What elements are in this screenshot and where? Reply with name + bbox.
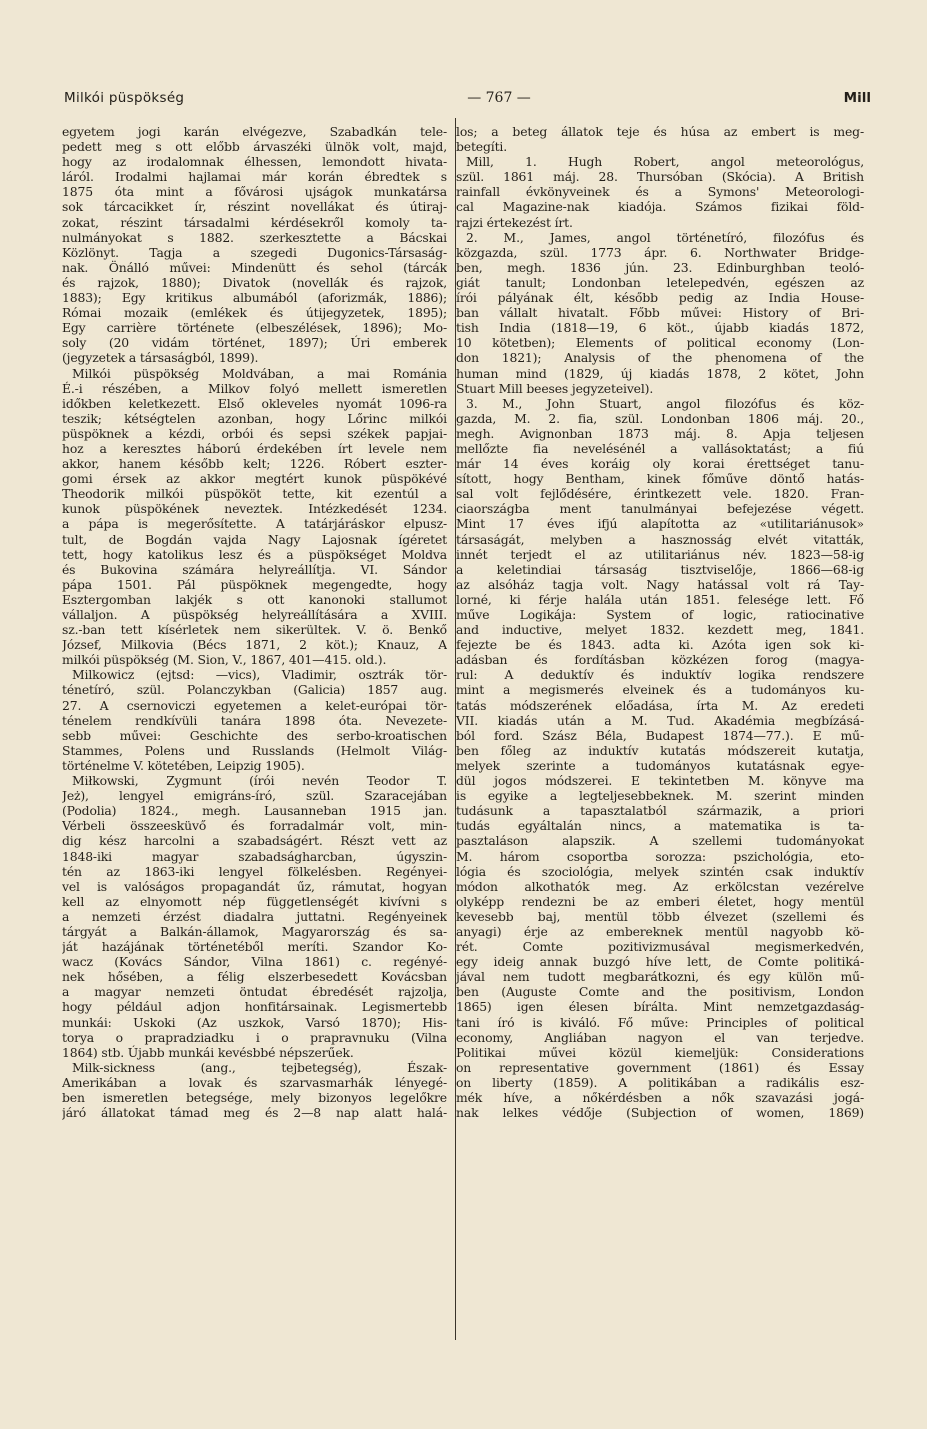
text-line: Milkói püspökség Moldvában, a mai Románia [72, 365, 447, 381]
text-line: közgazda, szül. 1773 ápr. 6. Northwater Bridge- [456, 244, 864, 260]
text-line: dül jogos módszerei. E tekintetben M. könyve ma [456, 773, 864, 789]
text-line: tatás módszerének előadása, írta M. Az eredeti [456, 697, 864, 713]
text-line: sal volt fejlődésére, érintkezett vele. 1820. Fran- [456, 486, 864, 502]
text-line: rajzi értekezést írt. [456, 214, 573, 230]
text-line: tult, de Bogdán vajda Nagy Lajosnak ígéretet [62, 531, 447, 547]
text-line: soly (20 vidám történet, 1897); Úri emberek [62, 335, 447, 351]
text-line: milkói püspökség (M. Sion, V., 1867, 401—415. old.). [62, 652, 387, 668]
text-line: and inductive, melyet 1832. kezdett meg, 1841. [456, 622, 864, 638]
text-line: ját hazájának történetéből meríti. Szandor Ko- [62, 939, 447, 955]
text-line: szül. 1861 máj. 28. Thursóban (Skócia). A British [456, 169, 864, 185]
text-line: történelme V. kötetében, Leipzig 1905). [62, 757, 305, 773]
text-line: és rajzok, 1880); Divatok (novellák és rajzok, [62, 274, 447, 290]
text-line: (Podolia) 1824., megh. Lausanneban 1915 jan. [62, 803, 447, 819]
text-line: pedett meg s ott előbb árvaszéki ülnök volt, majd, [62, 139, 447, 155]
text-line: a pápa is megerősítette. A tatárjáráskor elpusz- [62, 516, 447, 532]
text-line: ben (Auguste Comte and the positivism, London [456, 984, 864, 1000]
text-line: tárgyát a Balkán-államok, Magyarország és sa- [62, 923, 447, 939]
text-line: innét terjedt el az utilitariánus név. 1823—58-ig [456, 546, 864, 562]
text-line: társaságát, melyben a hasznosság elvét vitatták, [456, 531, 864, 547]
text-line: melyek szerinte a tudományos kutatásnak egye- [456, 757, 864, 773]
text-line: 2. M., James, angol történetíró, filozófus és [466, 229, 864, 245]
text-line: jával nem tudott megbarátkozni, és egy külön mű- [456, 969, 864, 985]
text-line: láról. Irodalmi hajlamai már korán ébredtek s [62, 169, 447, 185]
text-line: tish India (1818—19, 6 köt., újabb kiadás 1872, [456, 320, 864, 336]
text-line: ben, megh. 1836 jún. 23. Edinburghban teoló- [456, 259, 864, 275]
text-line: sz.-ban tett kísérletek nem sikerültek. V. ö. Benkő [62, 622, 447, 638]
text-line: 1864) stb. Újabb munkái kevésbbé népszerűek. [62, 1044, 354, 1060]
text-line: kunok püspökének neveztek. Intézkedését 1234. [62, 501, 447, 517]
text-line: Római mozaik (emlékek és útijegyzetek, 1895); [62, 305, 447, 321]
text-line: Stammes, Polens und Russlands (Helmolt Világ- [62, 742, 447, 758]
text-line: tani író is kiváló. Fő műve: Principles of political [456, 1014, 864, 1030]
text-line: mellőzte fia nevelésénél a vallásoktatást; a fiú [456, 440, 864, 456]
text-line: József, Milkovia (Bécs 1871, 2 köt.); Knauz, A [62, 637, 447, 653]
text-line: gazda, M. 2. fia, szül. Londonban 1806 máj. 20., [456, 410, 864, 426]
text-line: pasztaláson alapszik. A szellemi tudományokat [456, 833, 864, 849]
text-line: on liberty (1859). A politikában a radikális esz- [456, 1074, 864, 1090]
text-line: los; a beteg állatok teje és húsa az embert is meg- [456, 124, 864, 139]
text-line: nak. Önálló művei: Mindenütt és sehol (tárcák [62, 259, 447, 275]
text-line: a keletindiai társaság tisztviselője, 1866—68-ig [456, 561, 864, 577]
text-line: Egy carrière története (elbeszélések, 1896); Mo- [62, 320, 447, 336]
text-line: Jeż), lengyel emigráns-író, szül. Szaracejában [62, 788, 447, 804]
header-right-keyword: Mill [843, 90, 871, 106]
text-line: tudás egyáltalán nincs, a matematika is ta- [456, 818, 864, 834]
text-line: ténetíró, szül. Polanczykban (Galicia) 1857 aug. [62, 682, 447, 698]
text-line: nek hősében, a félig elszerbesedett Kovácsban [62, 969, 447, 985]
text-line: az alsóház tagja volt. Nagy hatással volt rá Tay- [456, 576, 864, 592]
text-line: vállaljon. A püspökség helyreállítására a XVIII. [62, 607, 447, 622]
text-line: ból ford. Szász Béla, Budapest 1874—77.). E mű- [456, 727, 864, 743]
text-line: Mill, 1. Hugh Robert, angol meteorológus, [466, 154, 864, 170]
text-line: rét. Comte pozitivizmusával megismerkedvén, [456, 939, 864, 955]
text-line: ciaországba ment tanulmányai befejezése végett. [456, 501, 864, 517]
text-line: kell az elnyomott nép függetlenségét kivívni s [62, 893, 447, 909]
text-line: Politikai művei közül kiemeljük: Considerations [456, 1044, 864, 1060]
left-column [62, 124, 447, 1120]
text-line: pápa 1501. Pál püspöknek megengedte, hogy [62, 576, 447, 592]
text-line: műve Logikája: System of logic, ratiocinative [456, 607, 864, 622]
text-line: hogy például adjon honfitársainak. Legismertebb [62, 999, 447, 1015]
text-line: ben főleg az induktív kutatás módszereit kutatja, [456, 742, 864, 758]
text-line: lógia és szociológia, melyek szintén csak induktív [456, 863, 864, 879]
text-line: Milk-sickness (ang., tejbetegség), Észak- [72, 1059, 447, 1075]
text-line: Miłkowski, Zygmunt (írói nevén Teodor T. [72, 773, 447, 789]
text-line: hoz a keresztes háború érdekében írt levele nem [62, 440, 447, 456]
text-line: mék híve, a nőkérdésben a nők szavazási jogá- [456, 1090, 864, 1105]
text-line: ban vállalt hivatalt. Főbb művei: History of Bri- [456, 305, 864, 321]
text-line: időkben keletkezett. Első okleveles nyomát 1096-ra [62, 395, 447, 411]
text-line: nulmányokat s 1882. szerkesztette a Bácskai [62, 229, 447, 245]
text-line: lorné, ki férje halála után 1851. felesége lett. Fő [456, 591, 864, 607]
text-line: sok tárcacikket ír, részint novellákat és útiraj- [62, 199, 447, 215]
text-line: Mint 17 éves ifjú alapította az «utilitariánusok» [456, 516, 864, 532]
text-line: nak lelkes védője (Subjection of women, 1869) [456, 1105, 864, 1121]
text-line: 10 kötetben); Elements of political economy (Lon- [456, 335, 864, 351]
text-line: Közlönyt. Tagja a szegedi Dugonics-Társaság- [62, 244, 447, 260]
text-line: püspöknek a kézdi, orbói és sepsi székek papjai- [62, 425, 447, 441]
running-header [64, 90, 871, 110]
text-line: sított, hogy Bentham, kinek főműve döntő hatás- [456, 471, 864, 487]
text-line: 1883); Egy kritikus albumából (aforizmák, 1886); [62, 290, 447, 306]
text-line: 1865) igen élesen bírálta. Mint nemzetgazdaság- [456, 999, 864, 1015]
text-line: teszik; kétségtelen azonban, hogy Lőrinc milkói [62, 410, 447, 426]
text-line: írói pályának élt, később pedig az India House- [456, 290, 864, 306]
text-line: VII. kiadás után a M. Tud. Akadémia megbízásá- [456, 712, 864, 728]
text-line: dig kész harcolni a szabadságért. Részt vett az [62, 833, 447, 849]
text-line: on representative government (1861) és Essay [456, 1059, 864, 1075]
text-line: 1875 óta mint a fővárosi ujságok munkatársa [62, 184, 447, 200]
text-line: wacz (Kovács Sándor, Vilna 1861) c. regényé- [62, 954, 447, 970]
text-line: cal Magazine-nak kiadója. Számos fizikai föld- [456, 199, 864, 215]
text-line: 3. M., John Stuart, angol filozófus és köz- [466, 395, 864, 411]
text-line: járó állatokat támad meg és 2—8 nap alatt halá- [62, 1105, 447, 1121]
text-line: Vérbeli összeesküvő és forradalmár volt, min- [62, 818, 447, 834]
text-line: Stuart Mill beeses jegyzeteivel). [456, 380, 654, 396]
text-line: Esztergomban lakjék s ott kanonoki stallumot [62, 591, 447, 607]
text-line: adásban és fordításban közkézen forog (magya- [456, 652, 864, 668]
text-line: hogy az irodalomnak élhessen, lemondott hivata- [62, 154, 447, 170]
text-line: torya o prapradziadku i o prapravnuku (Vilna [62, 1029, 447, 1045]
text-line: human mind (1829, új kiadás 1878, 2 kötet, John [456, 365, 864, 381]
right-column [456, 124, 864, 1120]
text-line: economy, Angliában nagyon el van terjedve. [456, 1029, 864, 1045]
header-left-keyword: Milkói püspökség [64, 90, 185, 106]
page-number: — 767 — [467, 90, 531, 106]
text-line: olyképp rendezni be az emberi életet, hogy mentül [456, 893, 864, 909]
text-line: kevesebb baj, mentül több élvezet (szellemi és [456, 908, 864, 924]
text-line: Amerikában a lovak és szarvasmarhák lényegé- [62, 1074, 447, 1090]
text-line: 1848-iki magyar szabadságharcban, úgyszin- [62, 848, 447, 864]
text-line: egy ideig annak buzgó híve lett, de Comte politiká- [456, 954, 864, 970]
text-line: tudásunk a tapasztalatból származik, a priori [456, 803, 864, 819]
text-line: egyetem jogi karán elvégezve, Szabadkán tele- [62, 124, 447, 139]
text-line: és Bukovina számára helyreállítja. VI. Sándor [62, 561, 447, 577]
text-line: a magyar nemzeti öntudat ébredését rajzolja, [62, 984, 447, 1000]
text-line: megh. Avignonban 1873 máj. 8. Apja teljesen [456, 425, 864, 441]
text-line: 27. A csernoviczi egyetemen a kelet-európai tör- [62, 697, 447, 713]
text-line: tén az 1863-iki lengyel fölkelésben. Regényei- [62, 863, 447, 879]
text-line: rainfall évkönyveinek és a Symons' Meteorologi- [456, 184, 864, 200]
text-line: É.-i részében, a Milkov folyó mellett ismeretlen [62, 380, 447, 396]
text-line: rul: A deduktív és induktív logika rendszere [456, 667, 864, 683]
text-line: tett, hogy katolikus lesz és a püspökséget Moldva [62, 546, 447, 562]
text-line: már 14 éves koráig oly korai érettséget tanu- [456, 456, 864, 472]
text-line: anyagi) érje az embereknek mentül nagyobb kö- [456, 923, 864, 939]
text-line: betegíti. [456, 139, 508, 155]
text-line: ténelem rendkívüli tanára 1898 óta. Nevezete- [62, 712, 447, 728]
text-line: Theodorik milkói püspököt tette, kit ezentúl a [62, 486, 447, 502]
text-line: akkor, hanem később kelt; 1226. Róbert eszter- [62, 456, 447, 472]
text-line: mint a megismerés elveinek és a tudományos ku- [456, 682, 864, 698]
text-line: a nemzeti érzést diadalra juttatni. Regényeinek [62, 908, 447, 924]
text-line: M. három csoportba sorozza: pszichológia, eto- [456, 848, 864, 864]
text-line: don 1821); Analysis of the phenomena of the [456, 350, 864, 366]
text-line: Milkowicz (ejtsd: —vics), Vladimir, osztrák tör- [72, 667, 447, 683]
text-line: sebb művei: Geschichte des serbo-kroatischen [62, 727, 447, 743]
text-line: giát tanult; Londonban letelepedvén, egészen az [456, 274, 864, 290]
text-line: is egyike a legteljesebbeknek. M. szerint minden [456, 788, 864, 804]
text-line: ben ismeretlen betegsége, mely bizonyos legelőkre [62, 1090, 447, 1105]
text-line: vel is valóságos propagandát űz, rámutat, hogyan [62, 878, 447, 894]
text-line: munkái: Uskoki (Az uszkok, Varsó 1870); His- [62, 1014, 447, 1030]
text-line: gomi érsek az akkor megtért kunok püspökévé [62, 471, 447, 487]
text-line: (jegyzetek a társaságból, 1899). [62, 350, 259, 366]
text-line: zokat, részint társadalmi kérdésekről komoly ta- [62, 214, 447, 230]
text-line: fejezte be és 1843. adta ki. Azóta igen sok ki- [456, 637, 864, 653]
text-line: módon alkothatók meg. Az erkölcstan vezérelve [456, 878, 864, 894]
